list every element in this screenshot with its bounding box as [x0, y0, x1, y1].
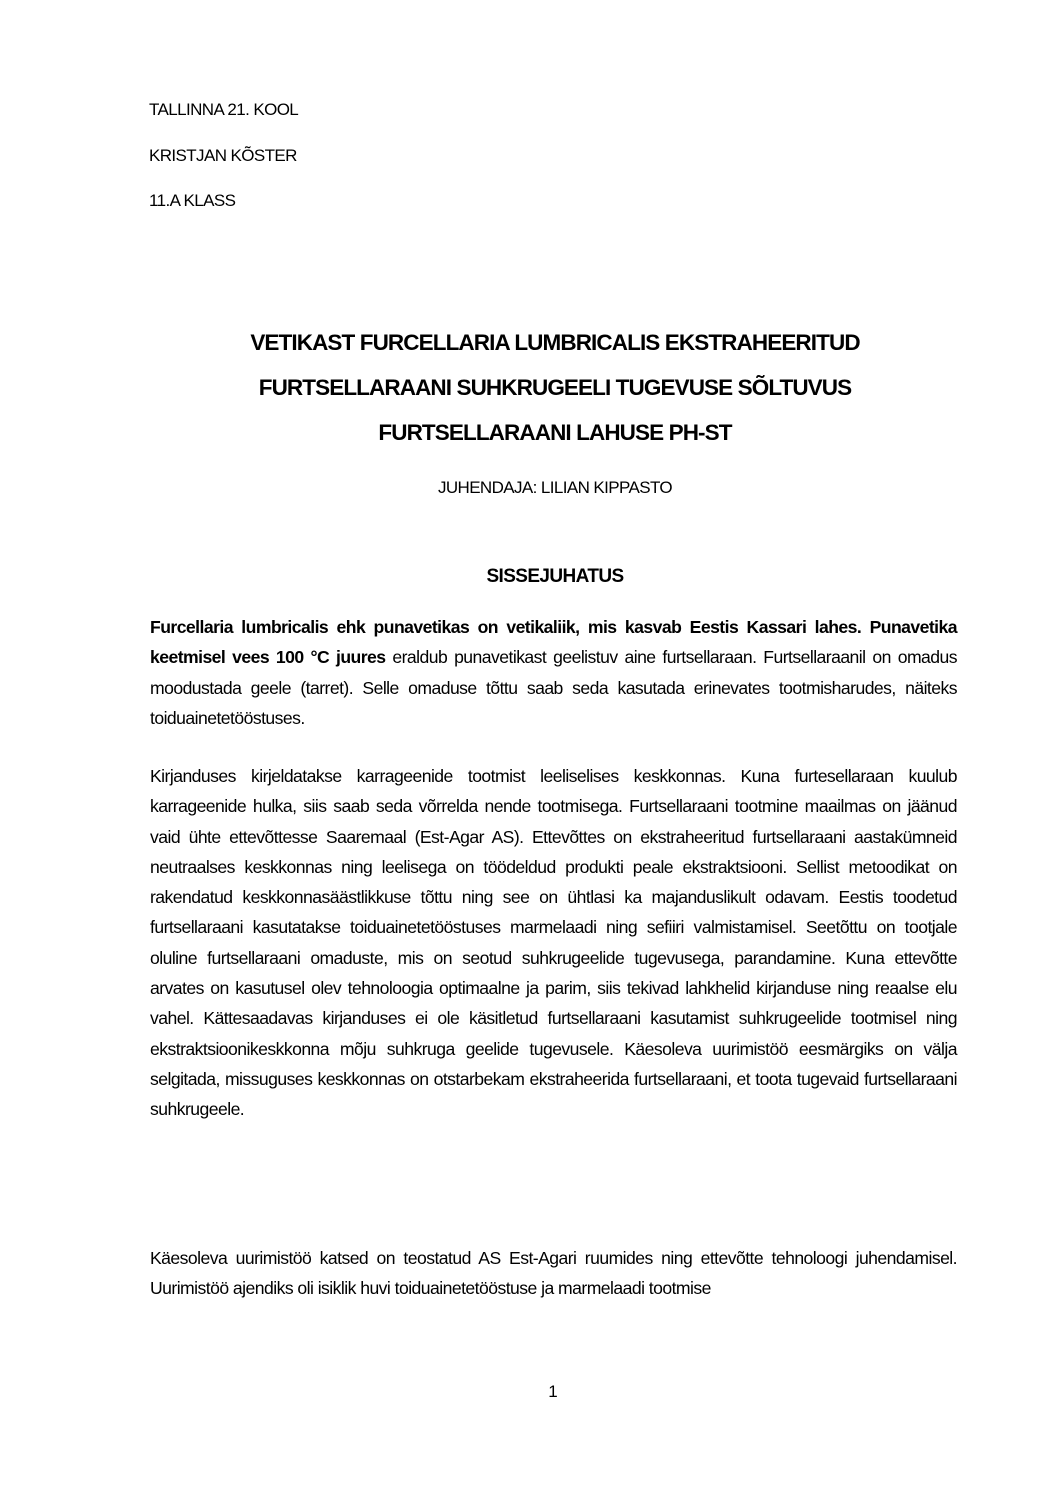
class-name: 11.A KLASS: [149, 191, 236, 210]
paragraph-1-bold: Furcellaria lumbricalis ehk punavetikas on vetikaliik, mis kasvab Eestis Kassari lahes. Punavetika keetmisel vees 100 °C juures: [150, 617, 957, 668]
page-number: 1: [548, 1382, 558, 1401]
title-line-1: VETIKAST FURCELLARIA LUMBRICALIS EKSTRAHEERITUD: [250, 330, 860, 355]
paragraph-3: Käesoleva uurimistöö katsed on teostatud AS Est-Agari ruumides ning ettevõtte tehnoloogi juhendamisel. Uurimistöö ajendiks oli isiklik huvi toiduainetetööstuse ja marmelaadi tootmise: [150, 1248, 957, 1299]
supervisor: JUHENDAJA: LILIAN KIPPASTO: [437, 478, 673, 497]
paragraph-1: [150, 612, 957, 733]
title-line-3: FURTSELLARAANI LAHUSE PH-ST: [378, 420, 732, 445]
school-name: TALLINNA 21. KOOL: [149, 100, 299, 119]
author-name: KRISTJAN KÕSTER: [149, 146, 297, 165]
section-heading: SISSEJUHATUS: [486, 566, 624, 587]
paragraph-1-rest: eraldub punavetikast geelistuv aine furtsellaraan. Furtsellaraanil on omadus moodustada geele (tarret). Selle omaduse tõttu saab seda kasutada erinevates tootmisharudes, näiteks toiduainetetööstuses.: [150, 647, 958, 728]
title-line-2: FURTSELLARAANI SUHKRUGEELI TUGEVUSE SÕLTUVUS: [258, 375, 852, 400]
paragraph-2: Kirjanduses kirjeldatakse karrageenide tootmist leeliselises keskkonnas. Kuna furtesellaraan kuulub karrageenide hulka, siis saab seda võrrelda nende tootmisega. Furtsellaraani tootmine maailmas on jäänud vaid ühte ettevõttesse Saaremaal (Est-Agar AS). Ettevõttes on ekstraheeritud furtsellaraani aastakümneid neutraalses keskkonnas ning leelisega on töödeldud produkti peale ekstraktsiooni. Sellist metoodikat on rakendatud keskkonnasäästlikkuse tõttu ning see on ühtlasi ka majanduslikult odavam. Eestis toodetud furtsellaraani kasutatakse toiduainetetööstuses marmelaadi ning sefiiri valmistamisel. Seetõttu on tootjale oluline furtsellaraani omaduste, mis on seotud suhkrugeelide tugevusega, parandamine. Kuna ettevõtte arvates on kasutusel olev tehnoloogia optimaalne ja parim, siis tekivad lahkhelid kirjanduse ning reaalse elu vahel. Kättesaadavas kirjanduses ei ole käsitletud furtsellaraani kasutamist suhkrugeelide tootmisel ning ekstraktsioonikeskkonna mõju suhkruga geelide tugevusele. Käesoleva uurimistöö eesmärgiks on välja selgitada, missuguses keskkonnas on otstarbekam ekstraheerida furtsellaraani, et toota tugevaid furtsellaraani suhkrugeele.: [150, 766, 957, 1120]
